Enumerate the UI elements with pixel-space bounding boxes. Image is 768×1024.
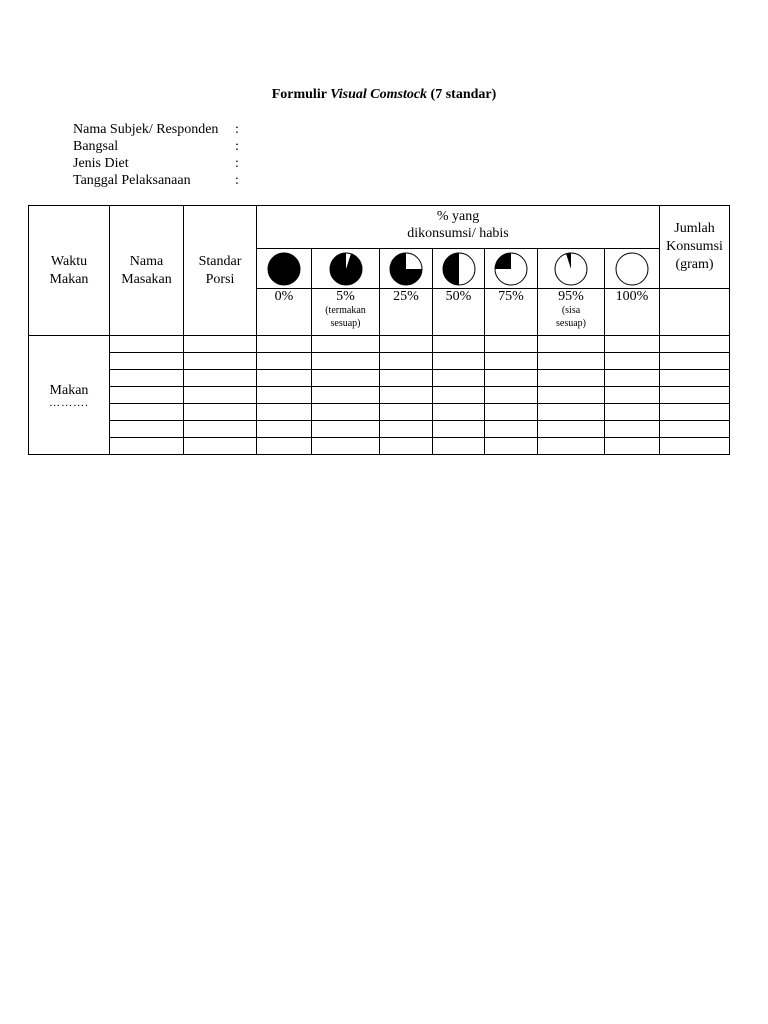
table-cell[interactable] — [312, 404, 380, 421]
header-text: Porsi — [205, 271, 235, 287]
info-colon: : — [235, 156, 239, 171]
meal-time-cell[interactable] — [29, 336, 110, 455]
pie-remaining-slice — [443, 253, 459, 285]
table-cell[interactable] — [257, 387, 312, 404]
table-cell[interactable] — [660, 438, 730, 455]
table-cell[interactable] — [538, 370, 605, 387]
form-title — [0, 87, 768, 103]
percent-label: 5% — [336, 289, 355, 304]
table-cell[interactable] — [660, 404, 730, 421]
header-text: Standar — [198, 253, 242, 269]
table-cell[interactable] — [380, 421, 433, 438]
table-cell[interactable] — [184, 336, 257, 353]
table-row — [29, 421, 730, 438]
portion-pie-icon — [328, 251, 364, 287]
table-cell[interactable] — [605, 438, 660, 455]
info-field-tanggal — [73, 172, 239, 189]
table-cell[interactable] — [433, 336, 485, 353]
table-cell[interactable] — [660, 370, 730, 387]
table-cell[interactable] — [485, 370, 538, 387]
table-cell[interactable] — [110, 438, 184, 455]
header-text: Konsumsi — [666, 239, 723, 254]
table-cell[interactable] — [312, 438, 380, 455]
portion-pie-cell — [257, 249, 312, 289]
table-row — [29, 353, 730, 370]
table-cell[interactable] — [110, 336, 184, 353]
portion-pie-cell — [538, 249, 605, 289]
table-cell[interactable] — [184, 370, 257, 387]
percent-label: 0% — [274, 289, 294, 304]
table-cell[interactable] — [485, 387, 538, 404]
header-text: Waktu — [50, 253, 88, 269]
table-cell[interactable] — [380, 336, 433, 353]
percent-label: 95% — [558, 289, 584, 304]
table-row — [29, 404, 730, 421]
title-suffix: (7 standar) — [430, 87, 497, 102]
table-cell[interactable] — [660, 353, 730, 370]
table-cell[interactable] — [312, 370, 380, 387]
table-cell[interactable] — [538, 336, 605, 353]
table-cell[interactable] — [257, 336, 312, 353]
table-cell[interactable] — [380, 370, 433, 387]
table-cell[interactable] — [257, 421, 312, 438]
header-jumlah-konsumsi — [660, 206, 730, 289]
meal-label: Makan — [49, 383, 89, 398]
percent-label-cell — [433, 289, 485, 336]
info-label: Bangsal — [73, 139, 119, 154]
title-prefix: Formulir — [271, 87, 327, 102]
header-text: Makan — [49, 271, 89, 287]
jumlah-empty-cell — [660, 289, 730, 336]
table-cell[interactable] — [485, 404, 538, 421]
percent-label: 100% — [615, 289, 649, 304]
header-waktu-makan — [29, 206, 110, 336]
title-italic: Visual Comstock — [330, 87, 428, 102]
portion-pie-cell — [605, 249, 660, 289]
percent-note: (sisa — [561, 305, 581, 316]
table-cell[interactable] — [184, 387, 257, 404]
table-cell[interactable] — [485, 421, 538, 438]
info-field-jenis-diet — [73, 155, 239, 172]
pie-remaining-slice — [330, 253, 362, 285]
portion-pie-cell — [433, 249, 485, 289]
table-cell[interactable] — [184, 353, 257, 370]
portion-pie-icon — [441, 251, 477, 287]
percent-note: sesuap) — [556, 318, 586, 329]
portion-pie-icon — [388, 251, 424, 287]
portion-pie-cell — [380, 249, 433, 289]
table-cell[interactable] — [605, 353, 660, 370]
portion-pie-cell — [485, 249, 538, 289]
header-text: Nama — [129, 253, 164, 269]
portion-pie-cell — [312, 249, 380, 289]
table-cell[interactable] — [380, 387, 433, 404]
table-cell[interactable] — [184, 421, 257, 438]
pie-outline — [616, 253, 648, 285]
portion-pie-icon — [614, 251, 650, 287]
info-field-subjek — [73, 121, 239, 138]
header-nama-masakan — [110, 206, 184, 336]
table-cell[interactable] — [312, 421, 380, 438]
percent-label-cell — [605, 289, 660, 336]
table-cell[interactable] — [110, 421, 184, 438]
table-cell[interactable] — [312, 353, 380, 370]
pie-remaining-slice — [495, 253, 511, 269]
info-colon: : — [235, 173, 239, 188]
table-cell[interactable] — [312, 387, 380, 404]
percent-label: 75% — [498, 289, 524, 304]
percent-label-cell — [312, 289, 380, 336]
table-cell[interactable] — [110, 353, 184, 370]
info-colon: : — [235, 139, 239, 154]
table-cell[interactable] — [312, 336, 380, 353]
table-cell[interactable] — [538, 421, 605, 438]
table-cell[interactable] — [605, 421, 660, 438]
table-cell[interactable] — [538, 353, 605, 370]
percent-note: sesuap) — [330, 318, 361, 329]
table-cell[interactable] — [257, 438, 312, 455]
table-row — [29, 336, 730, 353]
table-cell[interactable] — [433, 370, 485, 387]
table-row — [29, 370, 730, 387]
header-standar-porsi — [184, 206, 257, 336]
info-label: Jenis Diet — [73, 156, 129, 171]
table-cell[interactable] — [660, 336, 730, 353]
info-label: Tanggal Pelaksanaan — [73, 173, 191, 188]
table-cell[interactable] — [380, 438, 433, 455]
header-text: (gram) — [675, 257, 714, 272]
percent-label-cell — [380, 289, 433, 336]
header-text: Masakan — [121, 271, 172, 287]
info-colon: : — [235, 122, 239, 137]
percent-label: 25% — [393, 289, 419, 304]
percent-note: (termakan — [325, 305, 366, 316]
table-cell[interactable] — [660, 421, 730, 438]
table-cell[interactable] — [257, 370, 312, 387]
table-cell[interactable] — [660, 387, 730, 404]
table-cell[interactable] — [110, 387, 184, 404]
table-cell[interactable] — [110, 404, 184, 421]
table-cell[interactable] — [433, 438, 485, 455]
table-row — [29, 438, 730, 455]
percent-label-cell — [538, 289, 605, 336]
pie-outline — [268, 253, 300, 285]
table-cell[interactable] — [184, 438, 257, 455]
info-field-bangsal — [73, 138, 239, 155]
table-cell[interactable] — [433, 404, 485, 421]
table-cell[interactable] — [538, 404, 605, 421]
table-cell[interactable] — [538, 387, 605, 404]
table-cell[interactable] — [485, 336, 538, 353]
table-cell[interactable] — [110, 370, 184, 387]
table-cell[interactable] — [380, 353, 433, 370]
table-cell[interactable] — [257, 353, 312, 370]
info-fields — [73, 121, 239, 189]
table-cell[interactable] — [485, 438, 538, 455]
percent-label-cell — [257, 289, 312, 336]
table-cell[interactable] — [605, 387, 660, 404]
header-text: Jumlah — [674, 221, 715, 236]
table-row — [29, 387, 730, 404]
table-cell[interactable] — [433, 353, 485, 370]
portion-pie-icon — [266, 251, 302, 287]
table-cell[interactable] — [605, 404, 660, 421]
table-cell[interactable] — [433, 421, 485, 438]
table-cell[interactable] — [184, 404, 257, 421]
percent-label: 50% — [445, 289, 472, 304]
table-cell[interactable] — [485, 353, 538, 370]
info-label: Nama Subjek/ Responden — [73, 122, 219, 137]
header-text: dikonsumsi/ habis — [407, 226, 509, 241]
percent-label-cell — [485, 289, 538, 336]
comstock-table — [28, 205, 730, 455]
header-text: % yang — [436, 209, 480, 224]
table-cell[interactable] — [433, 387, 485, 404]
portion-pie-icon — [493, 251, 529, 287]
meal-dots: ………. — [49, 397, 89, 409]
table-cell[interactable] — [380, 404, 433, 421]
table-cell[interactable] — [257, 404, 312, 421]
header-percent-consumed — [257, 206, 660, 249]
table-cell[interactable] — [538, 438, 605, 455]
portion-pie-icon — [553, 251, 589, 287]
table-cell[interactable] — [605, 370, 660, 387]
table-cell[interactable] — [605, 336, 660, 353]
